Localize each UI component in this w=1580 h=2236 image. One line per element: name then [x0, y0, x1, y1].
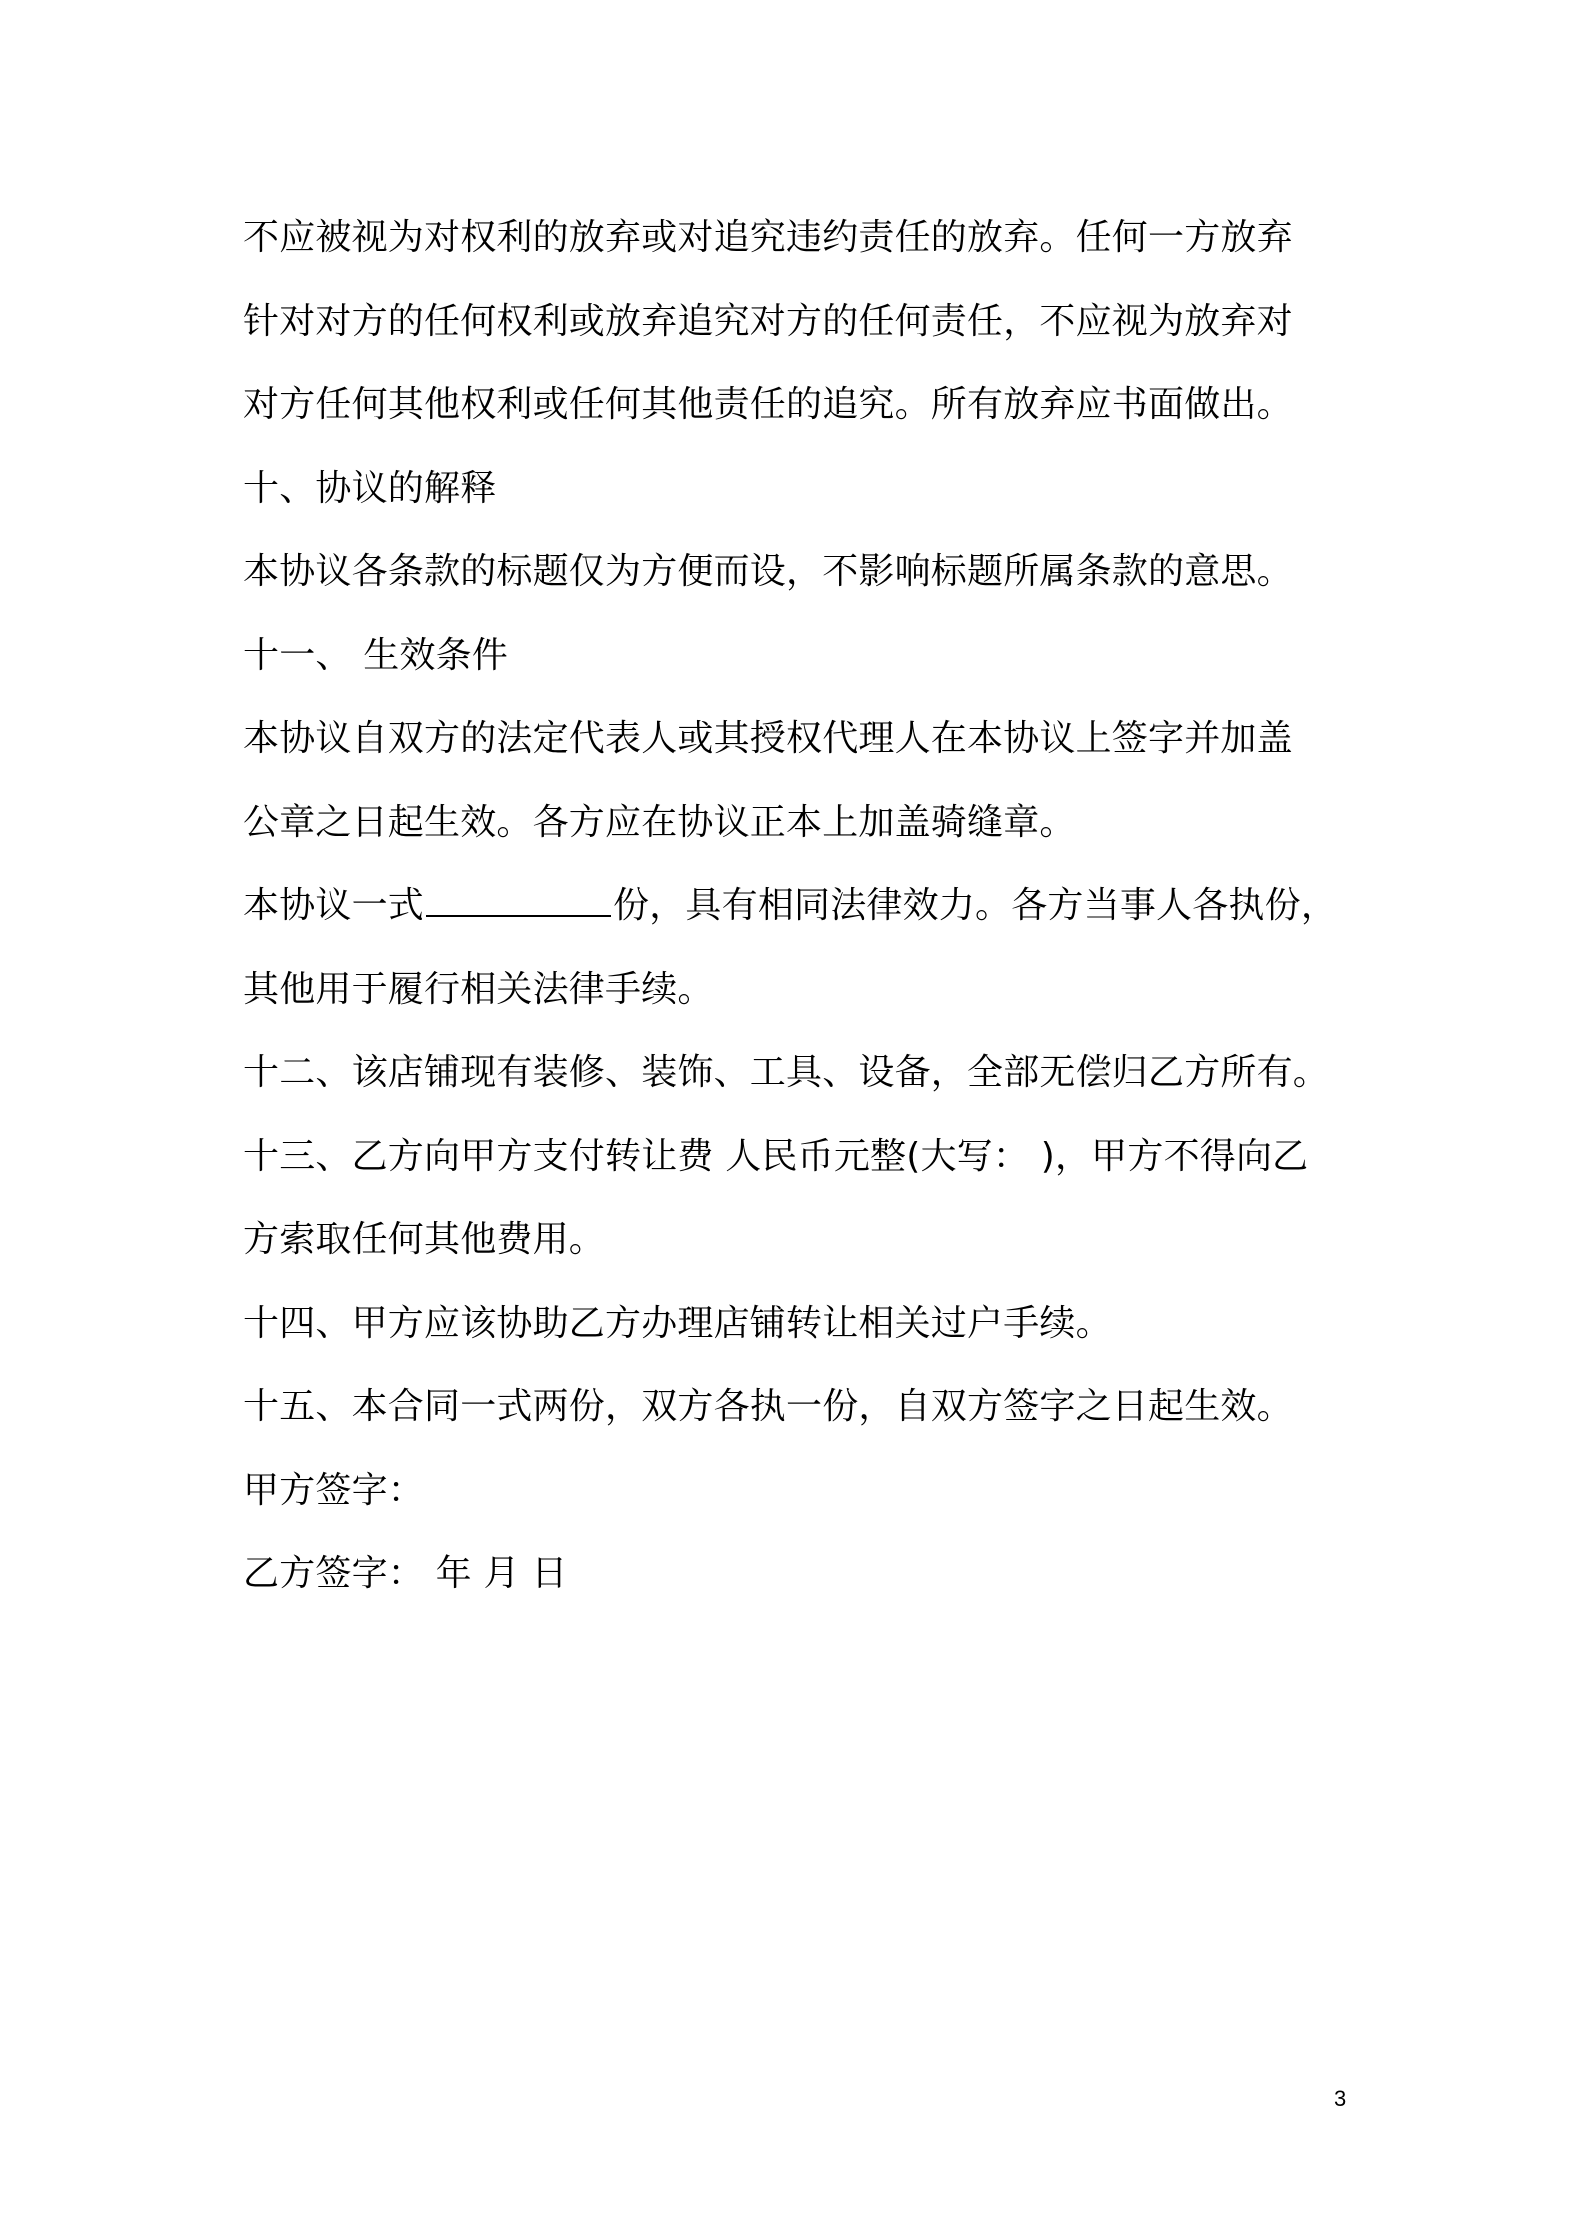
party-a-signature: 甲方签字：	[243, 1469, 425, 1511]
document-body	[243, 196, 1353, 1616]
party-b-signature-date: 乙方签字： 年 月 日	[243, 1553, 568, 1594]
copies-line	[243, 864, 1353, 948]
clause-15: 十五、本合同一式两份，双方各执一份，自双方签字之日起生效。	[243, 1386, 1293, 1427]
section-heading-11: 十一、 生效条件	[243, 634, 509, 676]
text-line-10: 其他用于履行相关法律手续。	[243, 968, 714, 1010]
copies-line-after: 份，具有相同法律效力。各方当事人各执份，	[613, 885, 1338, 926]
text-line-2: 针对对方的任何权利或放弃追究对方的任何责任，不应视为放弃对	[243, 300, 1293, 342]
text-line-8: 公章之日起生效。各方应在协议正本上加盖骑缝章。	[243, 801, 1076, 843]
text-line-7: 本协议自双方的法定代表人或其授权代理人在本协议上签字并加盖	[243, 718, 1293, 759]
copies-line-before: 本协议一式	[243, 885, 425, 926]
text-line-3: 对方任何其他权利或任何其他责任的追究。所有放弃应书面做出。	[243, 384, 1293, 425]
clause-13-line-1: 十三、乙方向甲方支付转让费 人民币元整(大写： )，甲方不得向乙	[243, 1135, 1309, 1177]
section-heading-10: 十、协议的解释	[243, 467, 497, 509]
clause-14: 十四、甲方应该协助乙方办理店铺转让相关过户手续。	[243, 1302, 1112, 1344]
text-line-1: 不应被视为对权利的放弃或对追究违约责任的放弃。任何一方放弃	[243, 217, 1293, 258]
clause-12: 十二、该店铺现有装修、装饰、工具、设备，全部无偿归乙方所有。	[243, 1052, 1330, 1093]
copies-blank-field	[426, 885, 611, 917]
clause-13-line-2: 方索取任何其他费用。	[243, 1219, 606, 1260]
page-number: 3	[1334, 2086, 1347, 2111]
text-line-5: 本协议各条款的标题仅为方便而设，不影响标题所属条款的意思。	[243, 551, 1293, 592]
